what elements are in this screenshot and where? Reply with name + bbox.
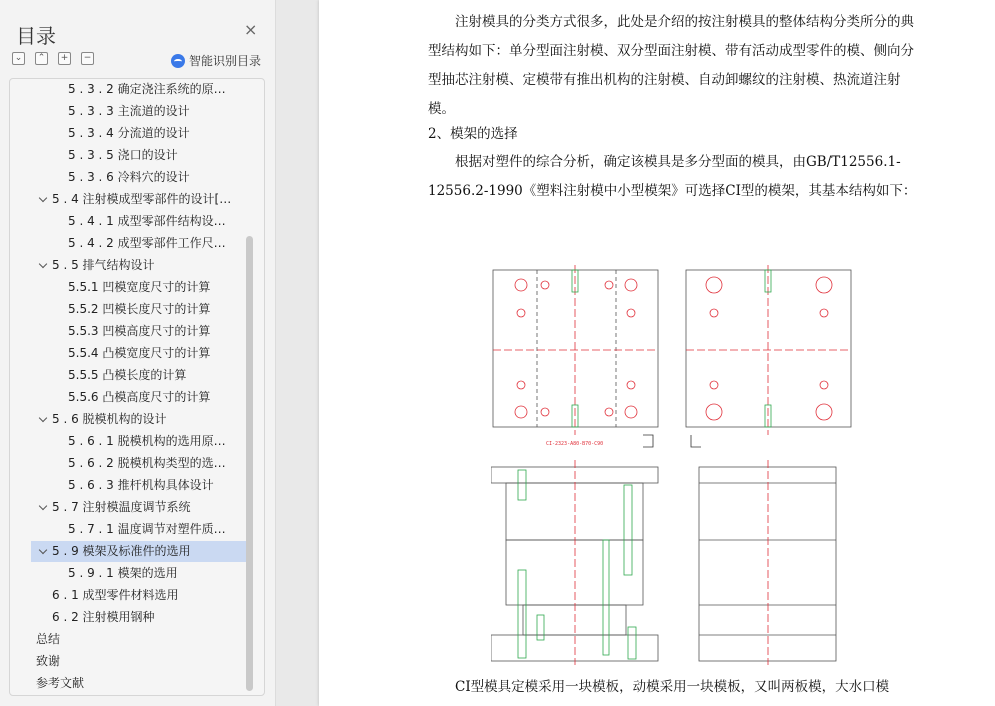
document-area xyxy=(277,0,995,706)
toc-item-label: 5 . 3 . 6 冷料穴的设计 xyxy=(68,170,190,184)
toc-item-label: 5.5.1 凹模宽度尺寸的计算 xyxy=(68,280,211,294)
toc-item-label: 5.5.4 凸模宽度尺寸的计算 xyxy=(68,346,211,360)
toc-item[interactable] xyxy=(10,563,246,584)
toc-item[interactable] xyxy=(10,79,246,100)
sidebar-title: 目录 xyxy=(16,24,56,48)
toc-item[interactable] xyxy=(10,123,246,144)
toc-item-label: 5.5.6 凸模高度尺寸的计算 xyxy=(68,390,211,404)
toc-item[interactable] xyxy=(10,233,246,254)
toc-item[interactable] xyxy=(10,299,246,320)
toc-item-label: 5 . 3 . 5 浇口的设计 xyxy=(68,148,178,162)
toc-item[interactable] xyxy=(10,431,246,452)
toc-item-label: 总结 xyxy=(36,632,61,646)
expand-all-icon[interactable]: ⌄ xyxy=(12,52,25,65)
toc-item[interactable] xyxy=(10,365,246,386)
toc-item-label: 5 . 7 注射模温度调节系统 xyxy=(52,500,191,514)
paragraph-1: 注射模具的分类方式很多，此处是介绍的按注射模具的整体结构分类所分的典型结构如下：单分型面注射模、双分型面注射模、带有活动成型零件的模、侧向分型抽芯注射模、定模带有推出机构的注射模、自动卸螺纹的注射模、热流道注射模。 xyxy=(428,14,914,117)
toc-item-label: 5 . 6 . 1 脱模机构的选用原… xyxy=(68,434,226,448)
toc-item-label: 5 . 6 . 3 推杆机构具体设计 xyxy=(68,478,214,492)
toc-item-label: 6 . 1 成型零件材料选用 xyxy=(52,588,179,602)
smart-toc-label: 智能识别目录 xyxy=(189,54,262,68)
toc-sidebar xyxy=(0,0,276,706)
collapse-all-icon[interactable]: ⌃ xyxy=(35,52,48,65)
toc-item[interactable] xyxy=(10,585,246,606)
paragraph-3: CI型模具定模采用一块模板，动模采用一块模板，又叫两板模，大水口模 xyxy=(428,679,890,695)
toc-item[interactable] xyxy=(10,321,246,342)
toc-item[interactable] xyxy=(10,497,246,518)
plus-icon[interactable]: + xyxy=(58,52,71,65)
toc-item-label: 5 . 9 . 1 模架的选用 xyxy=(68,566,178,580)
toc-item-label: 5 . 4 注射模成型零部件的设计[… xyxy=(52,192,232,206)
toc-item[interactable] xyxy=(10,387,246,408)
toc-item[interactable] xyxy=(31,541,246,562)
toc-item-label: 5 . 4 . 2 成型零部件工作尺… xyxy=(68,236,226,250)
chevron-down-icon[interactable] xyxy=(38,189,50,210)
toc-item-label: 参考文献 xyxy=(36,676,85,690)
toc-item[interactable] xyxy=(10,519,246,540)
toc-item[interactable] xyxy=(10,475,246,496)
toc-item[interactable] xyxy=(10,167,246,188)
toc-item-label: 5 . 9 模架及标准件的选用 xyxy=(52,544,191,558)
figure-code: CI-2323-A80-B70-C90 xyxy=(546,441,604,447)
toc-item[interactable] xyxy=(10,145,246,166)
toc-item-label: 5 . 6 脱模机构的设计 xyxy=(52,412,167,426)
toc-item-label: 5.5.3 凹模高度尺寸的计算 xyxy=(68,324,211,338)
toc-item[interactable] xyxy=(10,277,246,298)
toc-item[interactable] xyxy=(10,409,246,430)
chevron-down-icon[interactable] xyxy=(38,541,50,562)
toc-item[interactable] xyxy=(10,189,246,210)
minus-icon[interactable]: − xyxy=(81,52,94,65)
ai-icon xyxy=(171,54,185,68)
section-view-side xyxy=(699,460,836,665)
toc-item-label: 5 . 3 . 2 确定浇注系统的原… xyxy=(68,82,226,96)
toc-item[interactable] xyxy=(10,255,246,276)
plan-view-moving xyxy=(493,265,658,447)
document-page xyxy=(319,0,995,706)
smart-toc-button[interactable] xyxy=(171,52,261,69)
toc-item-label: 5 . 3 . 4 分流道的设计 xyxy=(68,126,190,140)
toc-item[interactable] xyxy=(10,651,246,672)
toc-item-label: 5 . 5 排气结构设计 xyxy=(52,258,155,272)
toc-item[interactable] xyxy=(10,453,246,474)
chevron-down-icon[interactable] xyxy=(38,409,50,430)
plan-view-fixed xyxy=(686,265,851,447)
mold-base-drawing xyxy=(491,265,856,665)
toc-item-label: 5.5.2 凹模长度尺寸的计算 xyxy=(68,302,211,316)
chevron-down-icon[interactable] xyxy=(38,497,50,518)
toc-item-label: 6 . 2 注射模用钢种 xyxy=(52,610,155,624)
toc-item[interactable] xyxy=(10,343,246,364)
section-view-front xyxy=(491,460,658,665)
close-icon[interactable]: × xyxy=(244,20,258,39)
toc-item[interactable] xyxy=(10,629,246,650)
toc-item[interactable] xyxy=(10,607,246,628)
toc-list-container xyxy=(9,78,265,696)
heading-mold-frame: 2、模架的选择 xyxy=(428,126,518,142)
toc-toolbar xyxy=(12,52,94,65)
toc-item-label: 5.5.5 凸模长度的计算 xyxy=(68,368,187,382)
chevron-down-icon[interactable] xyxy=(38,255,50,276)
toc-item[interactable] xyxy=(10,101,246,122)
toc-item-label: 5 . 3 . 3 主流道的设计 xyxy=(68,104,190,118)
toc-item-label: 5 . 4 . 1 成型零部件结构设… xyxy=(68,214,226,228)
paragraph-2: 根据对塑件的综合分析，确定该模具是多分型面的模具，由GB/T12556.1-12556.2-1990《塑料注射模中小型模架》可选择CI型的模架，其基本结构如下： xyxy=(428,154,917,199)
toc-item-label: 致谢 xyxy=(36,654,61,668)
toc-scrollbar[interactable] xyxy=(246,236,253,691)
toc-item-label: 5 . 7 . 1 温度调节对塑件质… xyxy=(68,522,226,536)
toc-item[interactable] xyxy=(10,673,246,694)
toc-item-label: 5 . 6 . 2 脱模机构类型的选… xyxy=(68,456,226,470)
toc-item[interactable] xyxy=(10,211,246,232)
